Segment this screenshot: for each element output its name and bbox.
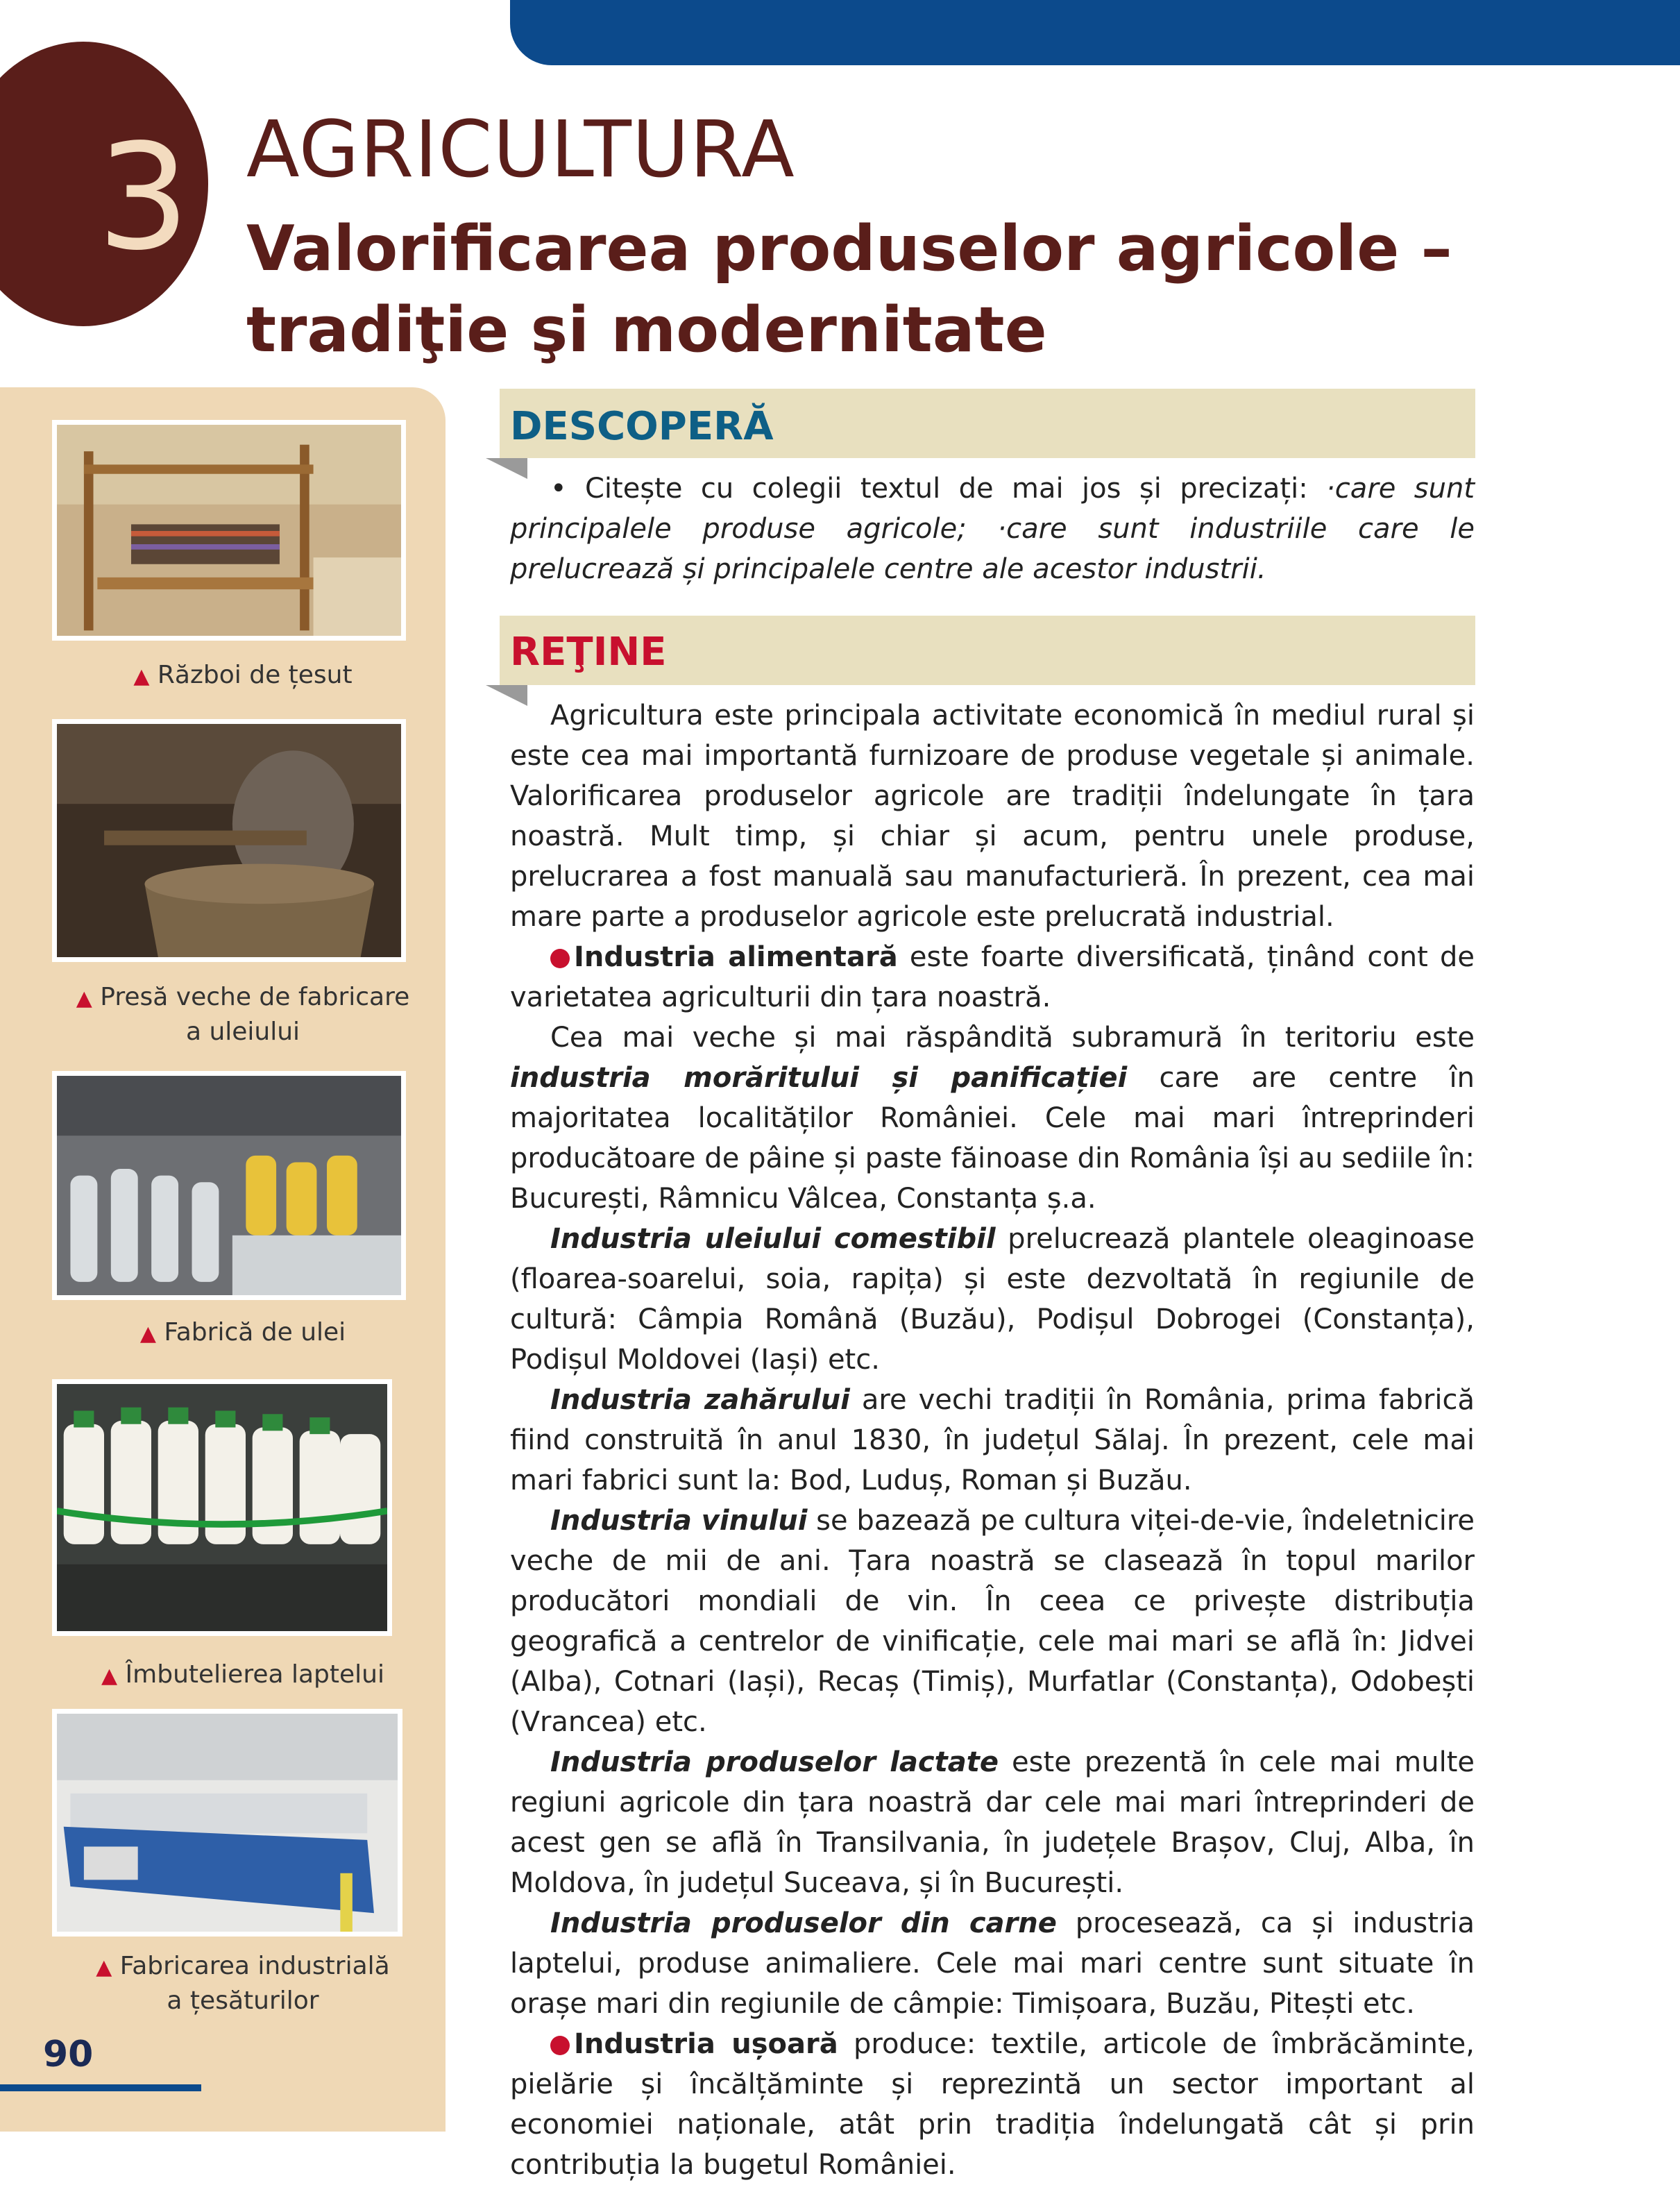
paragraph-oil: Industria uleiului comestibil prelucrează plantele oleaginoase (floarea-soarelui, soia, rapița) și este dezvoltată în regiunile de cultură: Câmpia Română (Buzău), Podișul Dobrogei (Constanța), Podișul Moldovei (Iași) etc.: [510, 1223, 1475, 1376]
bullet-dot-icon: [550, 2036, 570, 2055]
triangle-icon: ▲: [133, 664, 150, 689]
caption-oil-press: ▲ Presă veche de fabricare a uleiului: [76, 983, 410, 1047]
paragraph-dairy: Industria produselor lactate este prezentă în cele mai multe regiuni agricole din țara noastră dar cele mai mari întreprinderi de acest gen se află în Transilvania, în județele Brașov, Cluj, Alba, în Moldova, în județul Suceava, și în București.: [510, 1746, 1475, 1899]
paragraph-milling: Cea mai veche și mai răspândită subramură în teritoriu este industria morăritului și panificației care are centre în majoritatea localităților României. Cele mai mari întreprinderi producătoare de pâine și paste făinoase din România își au sediile în: București, Râmnicu Vâlcea, Constanța ș.a.: [510, 1022, 1475, 1215]
descopera-title: DESCOPERĂ: [510, 404, 774, 449]
retine-title: REŢINE: [510, 630, 667, 675]
paragraph-sugar: Industria zahărului are vechi tradiții în România, prima fabrică fiind construită în anul 1830, în județul Sălaj. În prezent, cele mai mari fabrici sunt la: Bod, Luduș, Roman și Buzău.: [510, 1384, 1475, 1496]
caption-oil-factory: ▲ Fabrică de ulei: [139, 1318, 346, 1347]
page-number-underline: [0, 2084, 201, 2091]
paragraph-meat: Industria produselor din carne procesează, ca și industria laptelui, produse animaliere. Cele mai mari centre sunt situate în orașe mari din regiunile de câmpie: Timișoara, Buzău, Pitești etc.: [510, 1907, 1475, 2020]
triangle-icon: ▲: [76, 986, 92, 1011]
loom-photo: [52, 420, 406, 641]
caption-milk-bottling: ▲ Îmbutelierea laptelui: [101, 1660, 384, 1689]
triangle-icon: ▲: [101, 1664, 118, 1688]
descopera-text: • Citește cu colegii textul de mai jos și precizați: ·care sunt principalele produse agricole; ·care sunt industriile care le prelucrează și principalele centre ale acestor industrii.: [510, 473, 1475, 585]
chapter-number: 3: [97, 112, 190, 282]
chapter-subtitle: [246, 208, 1452, 371]
paragraph-wine: Industria vinului se bazează pe cultura viței-de-vie, îndeletnicire veche de mii de ani. Țara noastră se clasează în topul marilor producători mondiali de vin. În ceea ce privește distribuția geografică a centrelor de vinificație, cele mai mari se află în: Jidvei (Alba), Cotnari (Iași), Recaș (Timiș), Murfatlar (Constanța), Odobești (Vrancea) etc.: [510, 1505, 1475, 1738]
paragraph-food-industry: Industria alimentară este foarte diversificată, ținând cont de varietatea agriculturii din țara noastră.: [510, 941, 1475, 1013]
triangle-icon: ▲: [96, 1955, 112, 1980]
oil-press-photo: [52, 719, 406, 962]
caption-loom: ▲ Război de țesut: [133, 661, 353, 689]
milk-bottling-photo: [52, 1379, 392, 1636]
paragraph-light-industry: Industria ușoară produce: textile, articole de îmbrăcăminte, pielărie și încălțăminte și reprezintă un sector important al economiei naționale, atât prin tradiția îndelungată cât și prin contribuția la bugetul României.: [510, 2028, 1475, 2181]
paragraph-intro: Agricultura este principala activitate economică în mediul rural și este cea mai importantă furnizoare de produse vegetale și animale. Valorificarea produselor agricole are tradiții îndelungate în țara noastră. Mult timp, și chiar și acum, pentru unele produse, prelucrarea a fost manuală sau manufacturieră. În prezent, cea mai mare parte a produselor agricole este prelucrată industrial.: [510, 700, 1475, 933]
page-number: 90: [43, 2034, 94, 2075]
chapter-subtitle-line2: tradiţie şi modernitate: [246, 294, 1047, 366]
caption-textile: ▲ Fabricarea industrială a țesăturilor: [96, 1952, 390, 2016]
top-banner: [510, 0, 1680, 65]
oil-factory-photo: [52, 1071, 406, 1300]
bullet-dot-icon: [550, 949, 570, 968]
retine-body: [510, 695, 1475, 2185]
triangle-icon: ▲: [139, 1322, 156, 1346]
chapter-title: AGRICULTURA: [246, 105, 795, 195]
chapter-subtitle-line1: Valorificarea produselor agricole –: [246, 212, 1452, 285]
textile-factory-photo: [52, 1709, 402, 1937]
